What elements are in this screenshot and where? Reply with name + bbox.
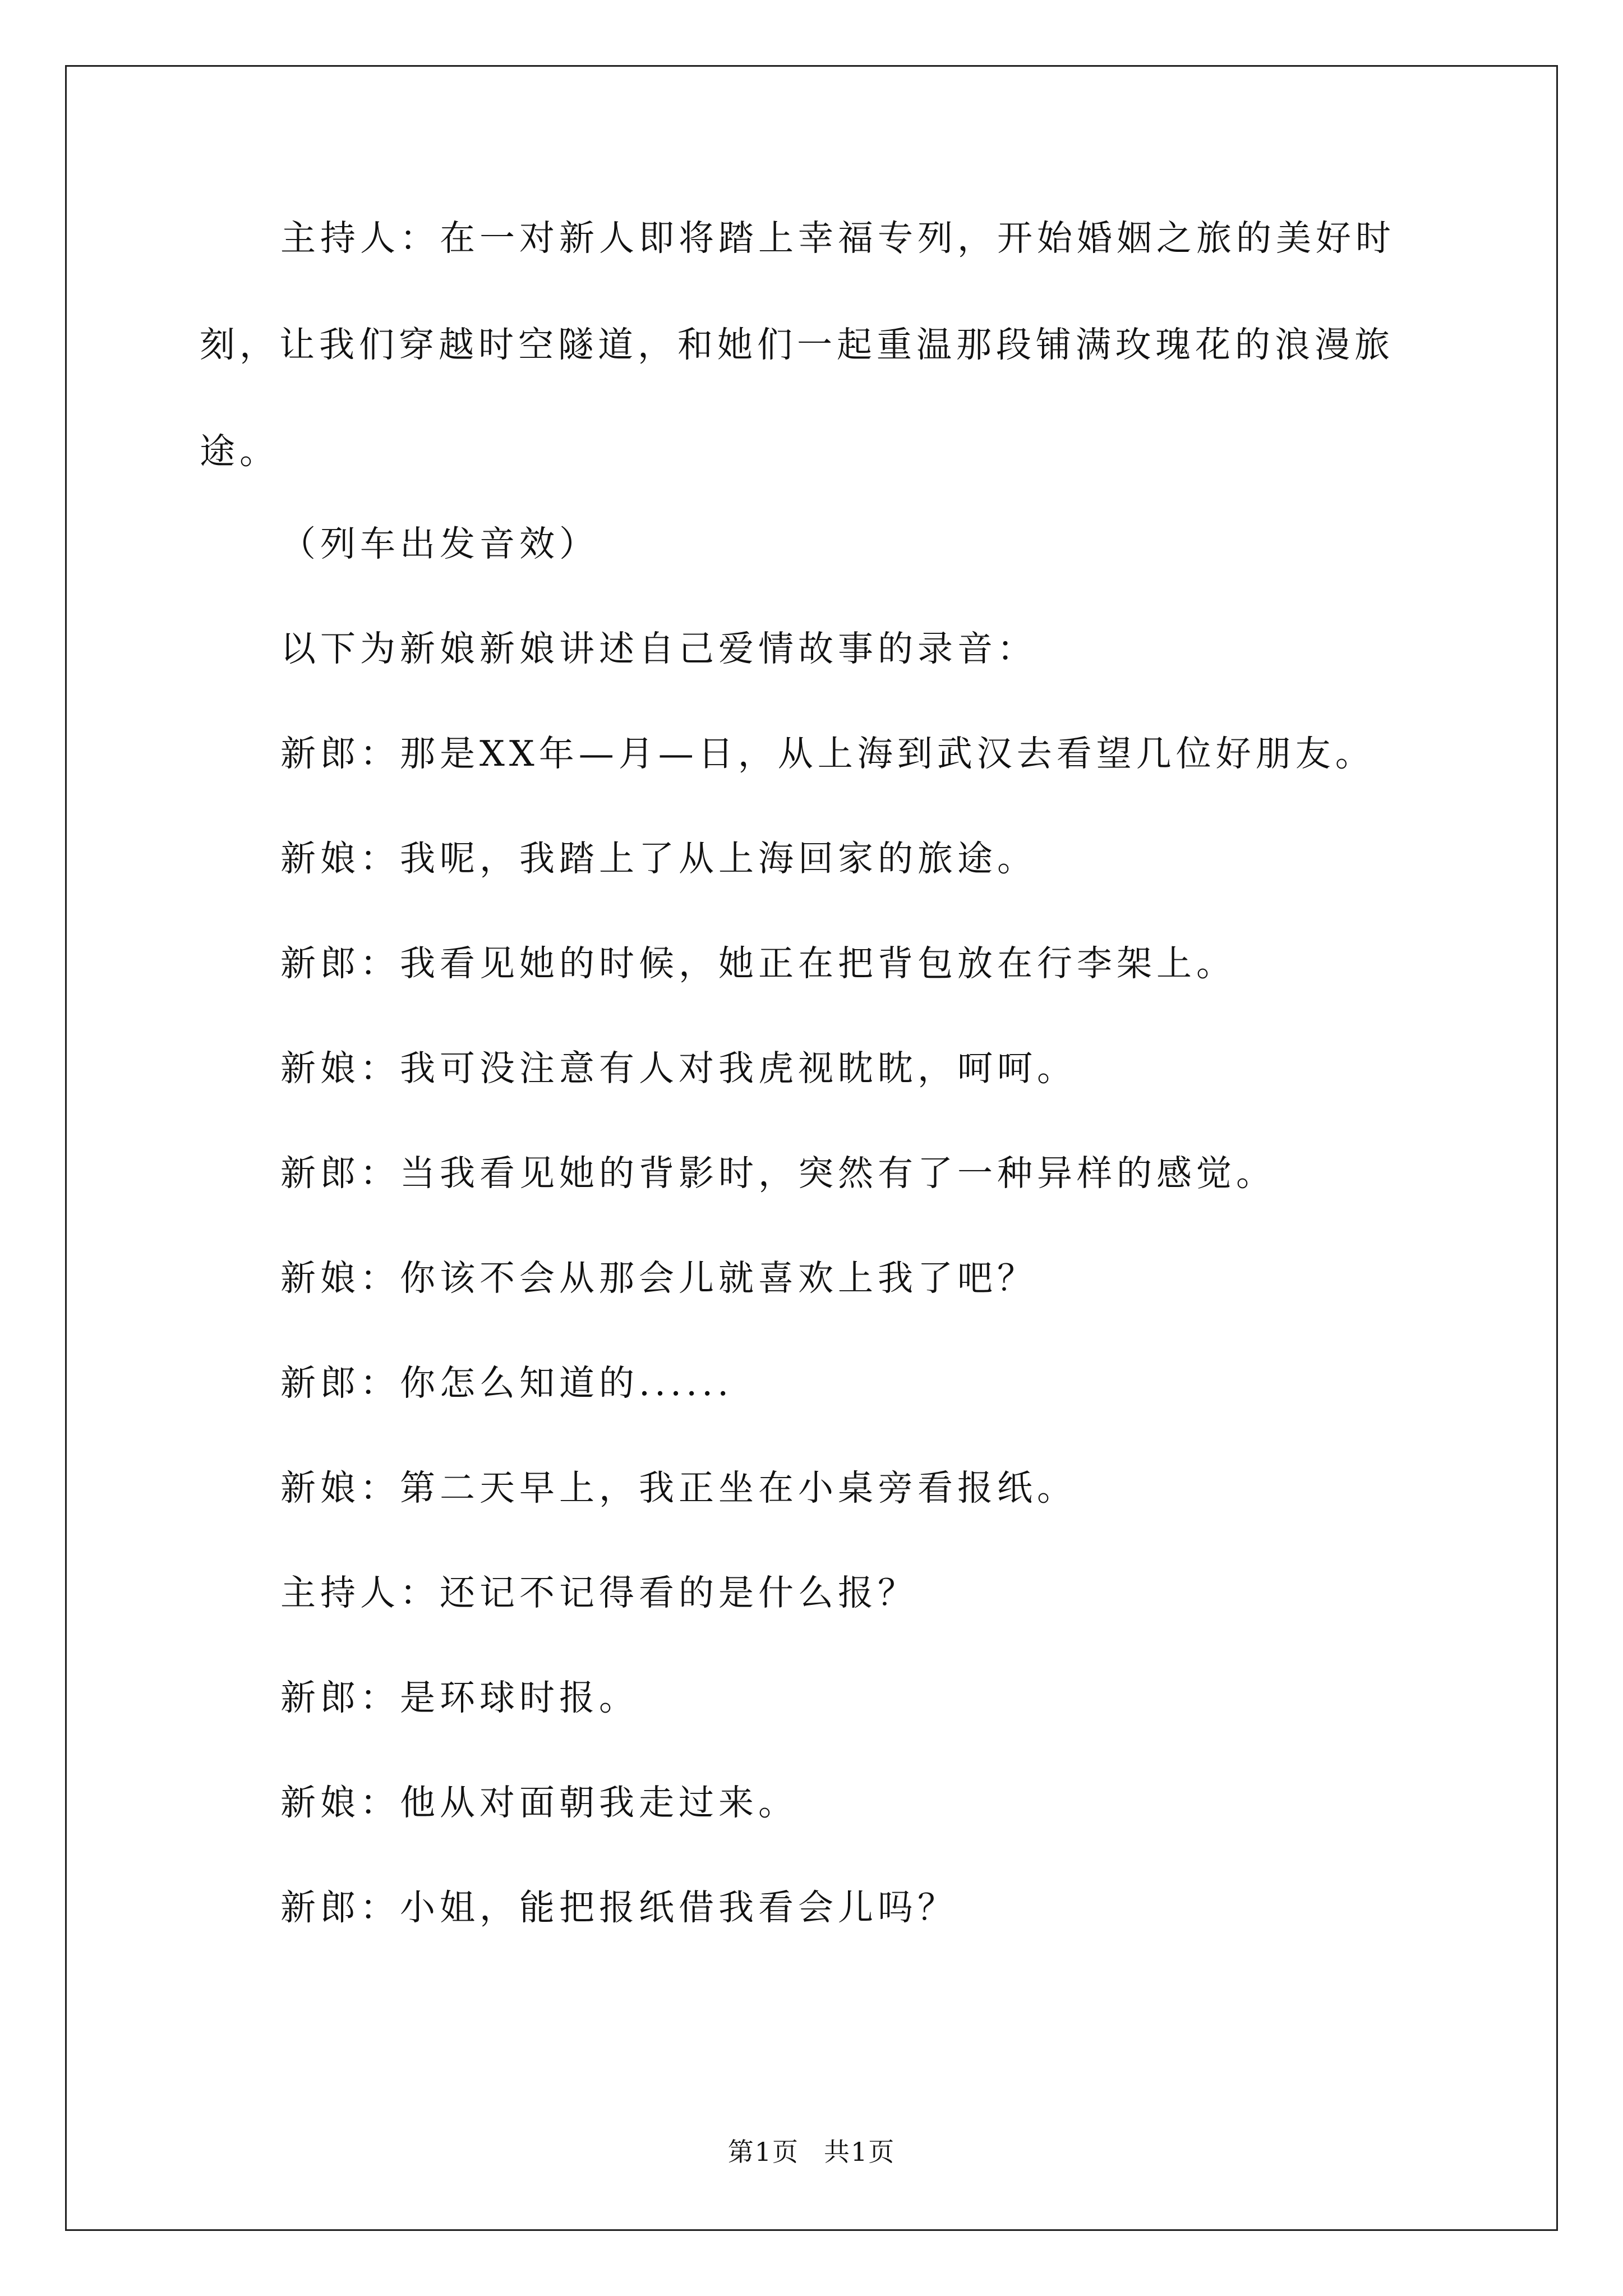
line-host-1: 主持人：还记不记得看的是什么报？ <box>280 1572 917 1613</box>
line-recording-intro: 以下为新娘新娘讲述自己爱情故事的录音： <box>280 628 1037 669</box>
line-groom-4: 新郎：你怎么知道的...... <box>280 1363 734 1404</box>
line-bride-4: 新娘：第二天早上，我正坐在小桌旁看报纸。 <box>280 1467 1077 1508</box>
document-body <box>200 218 1433 1928</box>
line-groom-1: 新郎：那是XX年—月—日，从上海到武汉去看望几位好朋友。 <box>280 733 1375 774</box>
line-bride-5: 新娘：他从对面朝我走过来。 <box>280 1782 798 1823</box>
line-bride-2: 新娘：我可没注意有人对我虎视眈眈，呵呵。 <box>280 1048 1077 1089</box>
intro-paragraph: 主持人：在一对新人即将踏上幸福专列，开始婚姻之旅的美好时刻，让我们穿越时空隧道，和她们一起重温那段铺满玫瑰花的浪漫旅途。 <box>200 218 1395 472</box>
line-groom-3: 新郎：当我看见她的背影时，突然有了一种异样的感觉。 <box>280 1153 1276 1194</box>
line-bride-3: 新娘：你该不会从那会儿就喜欢上我了吧？ <box>280 1258 1037 1299</box>
page-number: 第1页 <box>727 2137 799 2167</box>
line-groom-2: 新郎：我看见她的时候，她正在把背包放在行李架上。 <box>280 943 1236 984</box>
line-sound-effect: （列车出发音效） <box>280 523 599 564</box>
page-total: 共1页 <box>824 2137 896 2167</box>
page-footer <box>0 2132 1623 2169</box>
line-groom-6: 新郎：小姐，能把报纸借我看会儿吗？ <box>280 1887 957 1928</box>
line-groom-5: 新郎：是环球时报。 <box>280 1677 639 1718</box>
line-bride-1: 新娘：我呢，我踏上了从上海回家的旅途。 <box>280 838 1037 879</box>
